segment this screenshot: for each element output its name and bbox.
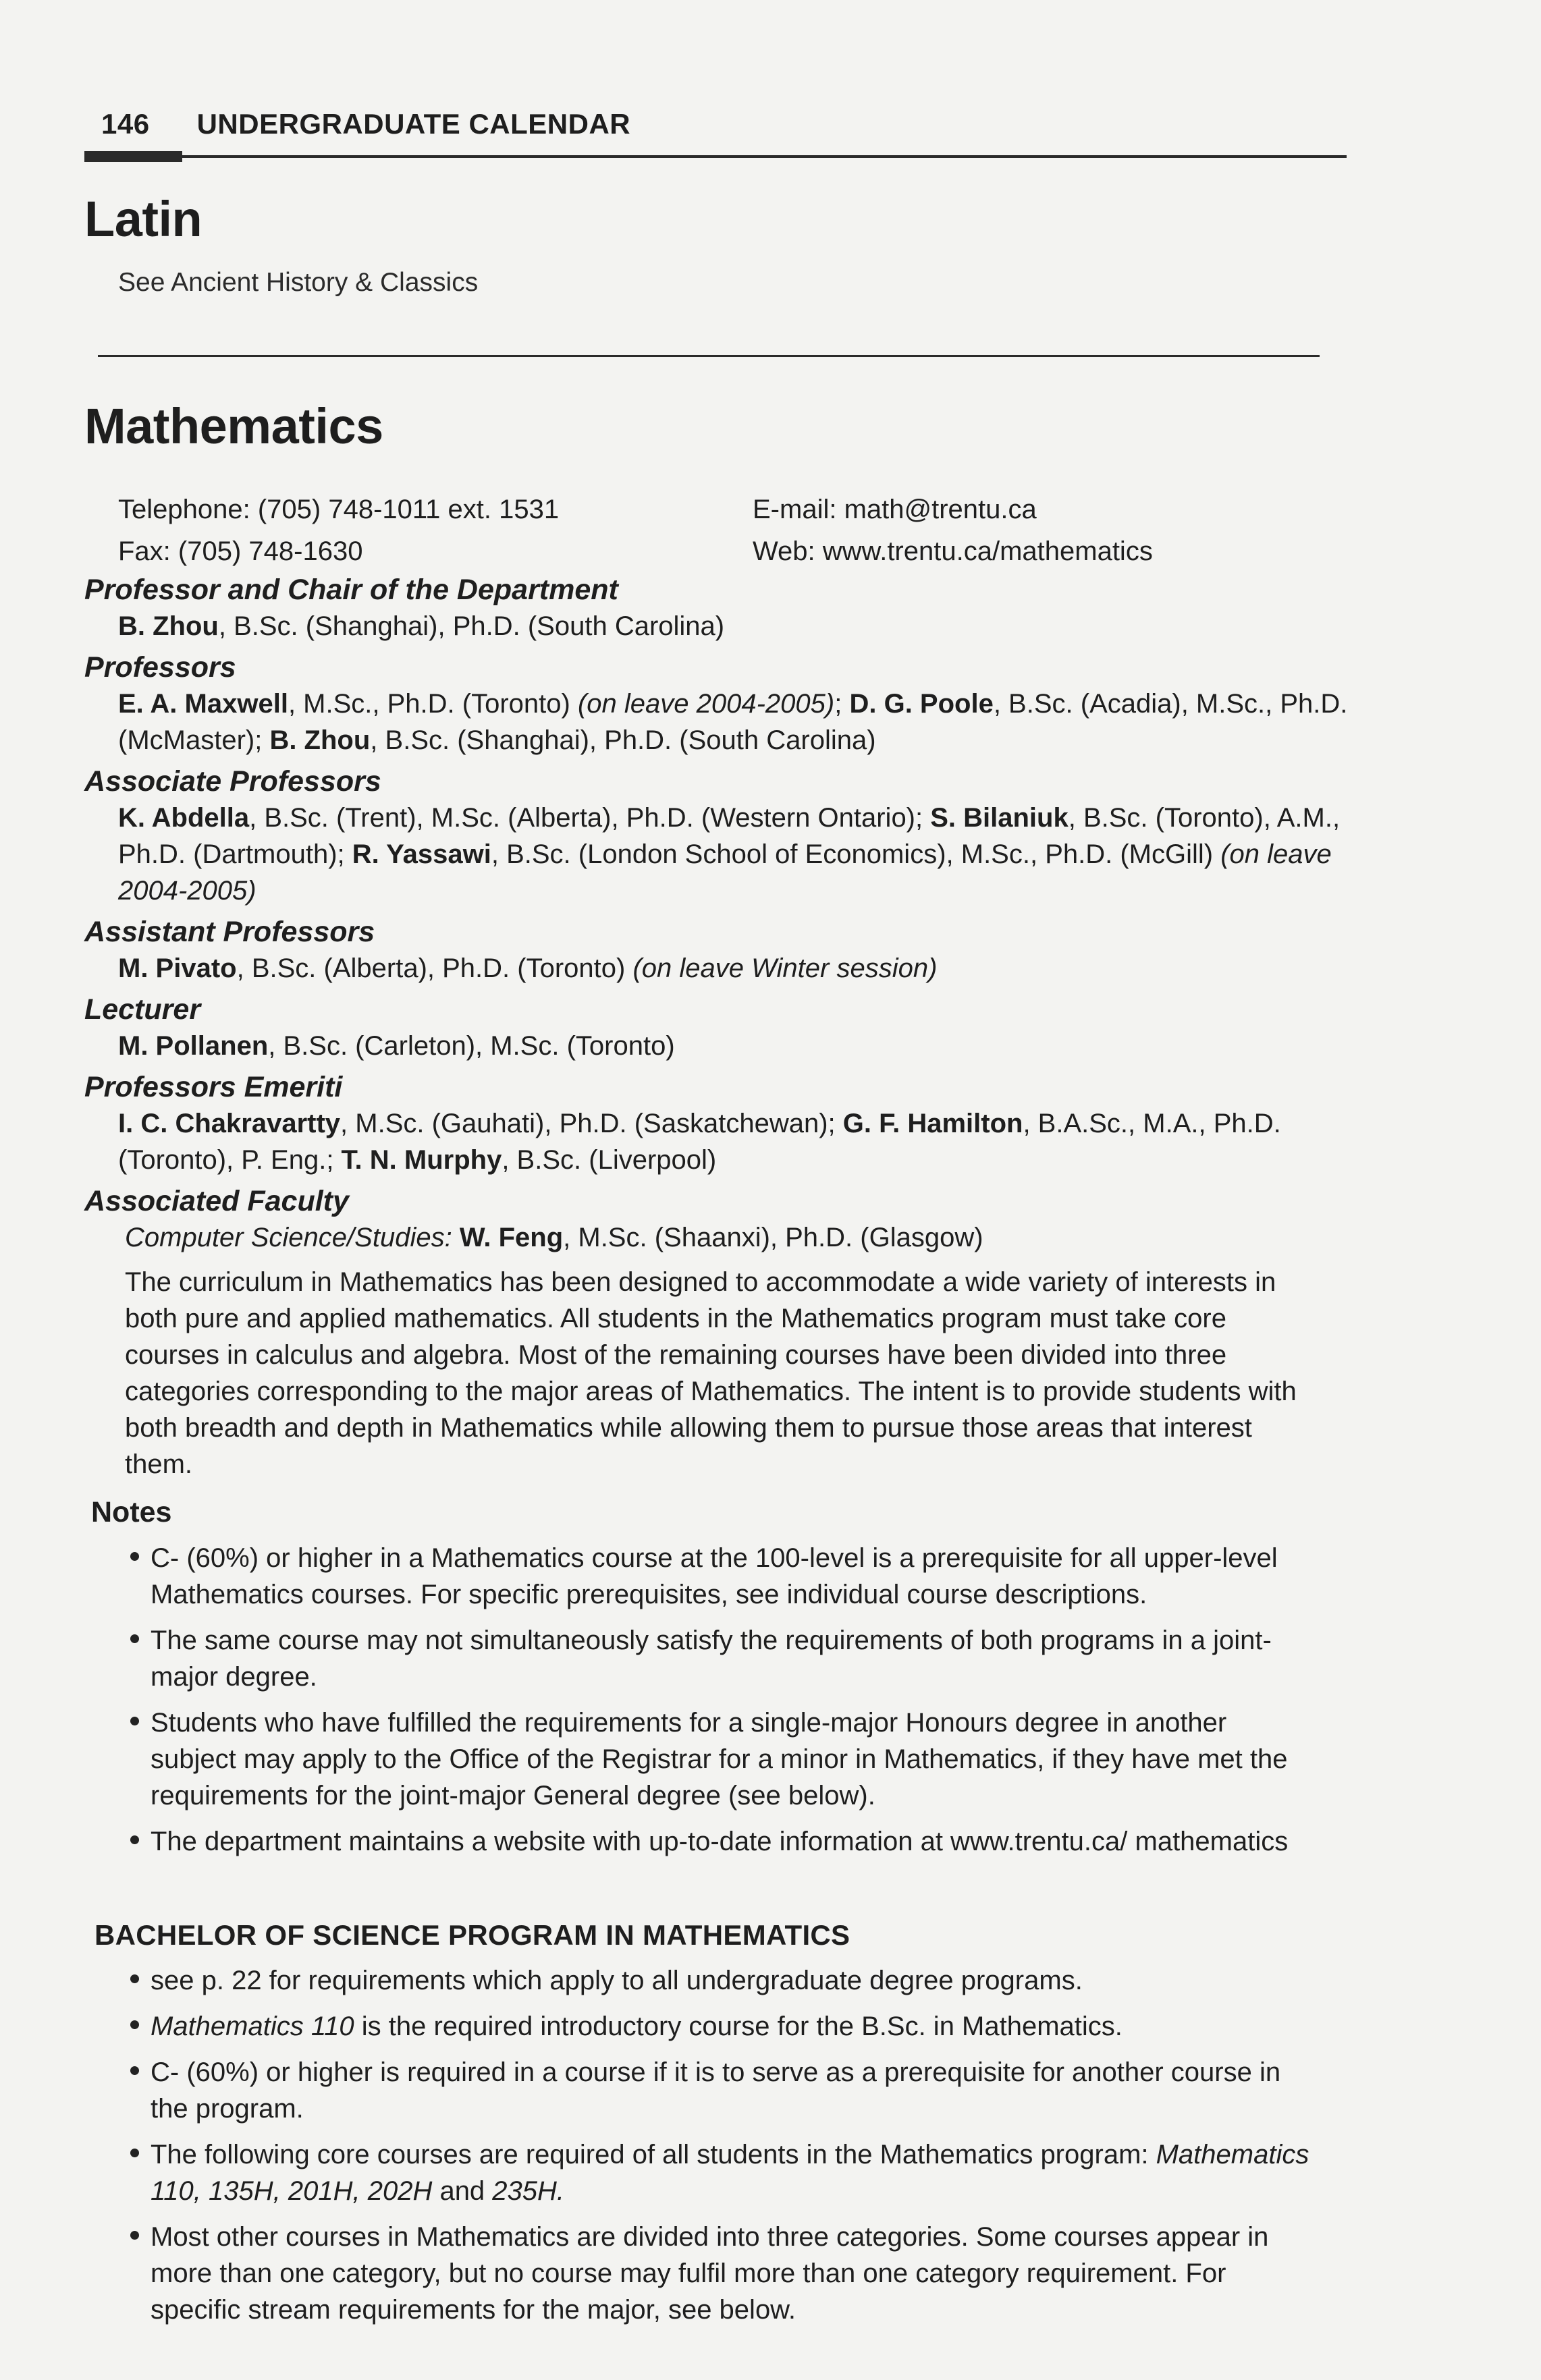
associate-professors-entry [118, 800, 1352, 909]
separator: ; [834, 689, 850, 719]
list-item [84, 1823, 1312, 1860]
bullet-icon [130, 1974, 139, 1983]
notes-heading: Notes [91, 1496, 172, 1528]
leave-note: (on leave Winter session) [632, 953, 938, 983]
faculty-credentials: , B.Sc. (Carleton), M.Sc. (Toronto) [268, 1031, 675, 1061]
professors-entry [118, 686, 1352, 758]
fax: Fax: (705) 748-1630 [118, 536, 363, 566]
requirement-text: C- (60%) or higher is required in a course if it is to serve as a prerequisite for another course in the program. [151, 2057, 1281, 2124]
header-rule-tab [84, 151, 182, 162]
header-rule [84, 155, 1347, 158]
email: E-mail: math@trentu.ca [753, 495, 1037, 524]
chair-entry [118, 608, 1352, 644]
note-text: The same course may not simultaneously satisfy the requirements of both programs in a joint-major degree. [151, 1626, 1272, 1692]
list-item [84, 2008, 1312, 2045]
requirement-text: Most other courses in Mathematics are divided into three categories. Some courses appear in more than one category, but no course may fulfil more than one category requirement. For specific stream requirements for the major, see below. [151, 2222, 1269, 2325]
faculty-name: M. Pivato [118, 953, 237, 983]
bullet-icon [130, 2066, 139, 2075]
faculty-name: E. A. Maxwell [118, 689, 288, 719]
bullet-icon [130, 1552, 139, 1561]
website: Web: www.trentu.ca/mathematics [753, 536, 1153, 566]
faculty-credentials: , B.Sc. (Trent), M.Sc. (Alberta), Ph.D. (Western Ontario); [249, 803, 931, 833]
contact-block [118, 489, 1352, 572]
requirement-text: is the required introductory course for the B.Sc. in Mathematics. [354, 2012, 1123, 2041]
leave-note: (on leave 2004-2005) [118, 839, 1332, 906]
assistant-professors-entry [118, 950, 1352, 987]
faculty-name: I. C. Chakravartty [118, 1109, 341, 1138]
bsc-requirements-list [84, 1962, 1352, 2328]
notes-list [84, 1540, 1352, 1860]
faculty-credentials: , B.Sc. (Toronto), A.M., Ph.D. (Dartmouth); [118, 803, 1341, 869]
course-list: Mathematics 110, 135H, 201H, 202H [151, 2140, 1309, 2206]
faculty-name: S. Bilaniuk [930, 803, 1069, 833]
page-number: 146 [101, 108, 150, 140]
list-item [84, 1705, 1312, 1814]
faculty-name: B. Zhou [269, 725, 371, 755]
faculty-name: B. Zhou [118, 611, 219, 641]
bullet-icon [130, 1835, 139, 1844]
bullet-icon [130, 2149, 139, 2157]
faculty-credentials: , M.Sc., Ph.D. (Toronto) [288, 689, 578, 719]
associated-faculty-entry [125, 1219, 1352, 1256]
lecturer-label: Lecturer [84, 993, 201, 1026]
faculty-credentials: , B.Sc. (Liverpool) [502, 1145, 717, 1175]
faculty-name: D. G. Poole [849, 689, 994, 719]
bullet-icon [130, 2020, 139, 2029]
faculty-credentials: , B.A.Sc., M.A., Ph.D. (Toronto), P. Eng.; [118, 1109, 1281, 1175]
faculty-name: T. N. Murphy [341, 1145, 502, 1175]
lecturer-entry [118, 1028, 1352, 1064]
emeriti-label: Professors Emeriti [84, 1071, 343, 1103]
department-name: Computer Science/Studies: [125, 1223, 460, 1252]
associate-professors-label: Associate Professors [84, 765, 381, 798]
faculty-credentials: , B.Sc. (Shanghai), Ph.D. (South Carolina) [218, 611, 725, 641]
faculty-name: R. Yassawi [352, 839, 491, 869]
course-name: Mathematics 110 [151, 2012, 354, 2041]
list-item [84, 1540, 1312, 1613]
professors-label: Professors [84, 651, 236, 684]
faculty-credentials: , B.Sc. (Alberta), Ph.D. (Toronto) [236, 953, 633, 983]
curriculum-description: The curriculum in Mathematics has been designed to accommodate a wide variety of interests in both pure and applied mathematics. All students in the Mathematics program must take core courses in calculus and algebra. Most of the remaining courses have been divided into three categories corresponding to the major areas of Mathematics. The intent is to provide students with both breadth and depth in Mathematics while allowing them to pursue those areas that interest them. [125, 1267, 1297, 1479]
faculty-credentials: , B.Sc. (Acadia), M.Sc., Ph.D. (McMaster); [118, 689, 1348, 755]
note-text: C- (60%) or higher in a Mathematics course at the 100-level is a prerequisite for all upper-level Mathematics courses. For specific prerequisites, see individual course descriptions. [151, 1543, 1278, 1609]
list-item [84, 1962, 1312, 1999]
bsc-program-heading: BACHELOR OF SCIENCE PROGRAM IN MATHEMATICS [94, 1919, 850, 1951]
faculty-name: G. F. Hamilton [842, 1109, 1023, 1138]
bullet-icon [130, 1634, 139, 1643]
requirement-text: see p. 22 for requirements which apply to all undergraduate degree programs. [151, 1966, 1083, 1995]
faculty-name: K. Abdella [118, 803, 250, 833]
list-item [84, 1622, 1312, 1695]
faculty-credentials: , B.Sc. (Shanghai), Ph.D. (South Carolina) [370, 725, 876, 755]
leave-note: (on leave 2004-2005) [577, 689, 835, 719]
faculty-name: M. Pollanen [118, 1031, 269, 1061]
note-text: Students who have fulfilled the requirements for a single-major Honours degree in another subject may apply to the Office of the Registrar for a minor in Mathematics, if they have met the requirements for the joint-major General degree (see below). [151, 1708, 1288, 1810]
list-item [84, 2219, 1312, 2328]
faculty-credentials: , M.Sc. (Gauhati), Ph.D. (Saskatchewan); [340, 1109, 843, 1138]
note-text: The department maintains a website with up-to-date information at www.trentu.ca/ mathematics [151, 1827, 1289, 1856]
list-item [84, 2136, 1312, 2209]
emeriti-entry [118, 1105, 1352, 1178]
section-divider [98, 355, 1320, 357]
associated-faculty-label: Associated Faculty [84, 1185, 349, 1217]
conjunction: and [432, 2176, 493, 2206]
bullet-icon [130, 1717, 139, 1725]
faculty-credentials: , M.Sc. (Shaanxi), Ph.D. (Glasgow) [563, 1223, 983, 1252]
assistant-professors-label: Assistant Professors [84, 916, 375, 948]
faculty-credentials: , B.Sc. (London School of Economics), M.Sc., Ph.D. (McGill) [491, 839, 1221, 869]
contact-email-web [753, 489, 1153, 572]
mathematics-heading: Mathematics [84, 398, 383, 454]
telephone: Telephone: (705) 748-1011 ext. 1531 [118, 495, 560, 524]
contact-phone-fax [118, 489, 753, 572]
chair-label: Professor and Chair of the Department [84, 574, 618, 606]
running-title: UNDERGRADUATE CALENDAR [196, 108, 631, 140]
latin-heading: Latin [84, 191, 202, 247]
latin-cross-reference: See Ancient History & Classics [118, 268, 479, 297]
bullet-icon [130, 2231, 139, 2240]
faculty-name: W. Feng [459, 1223, 564, 1252]
course-name: 235H. [492, 2176, 565, 2206]
requirement-text: The following core courses are required of all students in the Mathematics program: [151, 2140, 1156, 2169]
list-item [84, 2054, 1312, 2127]
page-header [84, 108, 1352, 140]
